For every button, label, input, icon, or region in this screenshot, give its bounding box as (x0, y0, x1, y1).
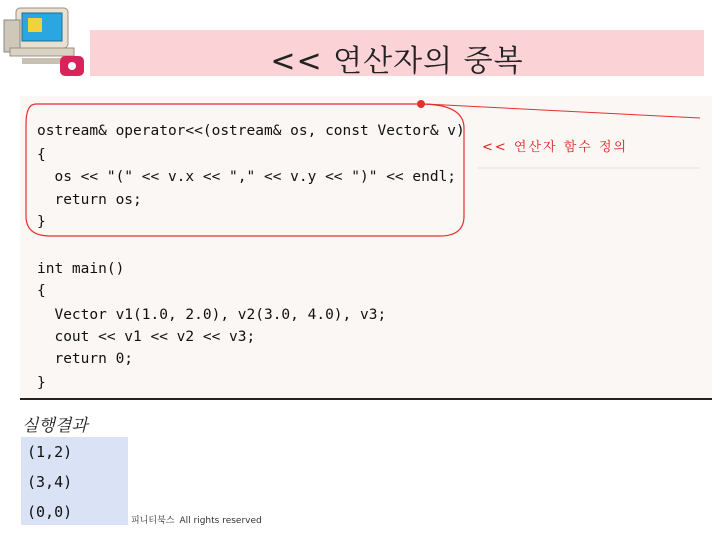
footer-brand: 피니티북스 (131, 516, 175, 526)
title-bar (90, 30, 704, 79)
code-line-3: os << "(" << v.x << "," << v.y << ")" << endl; (37, 169, 457, 185)
code-line-7: { (37, 283, 46, 299)
code-line-4: return os; (37, 192, 142, 208)
code-line-9: cout << v1 << v2 << v3; (37, 329, 256, 345)
code-line-1: ostream& operator<<(ostream& os, const Vector& v) (37, 123, 465, 139)
annotation-text: << 연산자 함수 정의 (482, 140, 629, 155)
computer-logo-icon (2, 4, 88, 80)
result-line-1: (1,2) (27, 443, 73, 461)
footer (131, 513, 262, 526)
code-line-6: int main() (37, 261, 125, 277)
result-line-3: (0,0) (27, 503, 73, 521)
code-line-8: Vector v1(1.0, 2.0), v2(3.0, 4.0), v3; (37, 307, 387, 323)
code-line-10: return 0; (37, 351, 134, 367)
code-line-5: } (37, 214, 46, 230)
result-line-2: (3,4) (27, 473, 73, 491)
footer-copyright: All rights reserved (179, 516, 262, 526)
code-line-11: } (37, 375, 46, 391)
code-line-2: { (37, 147, 46, 163)
slide-title: << 연산자의 중복 (270, 44, 524, 79)
result-box (21, 437, 128, 525)
result-label: 실행결과 (22, 416, 88, 436)
